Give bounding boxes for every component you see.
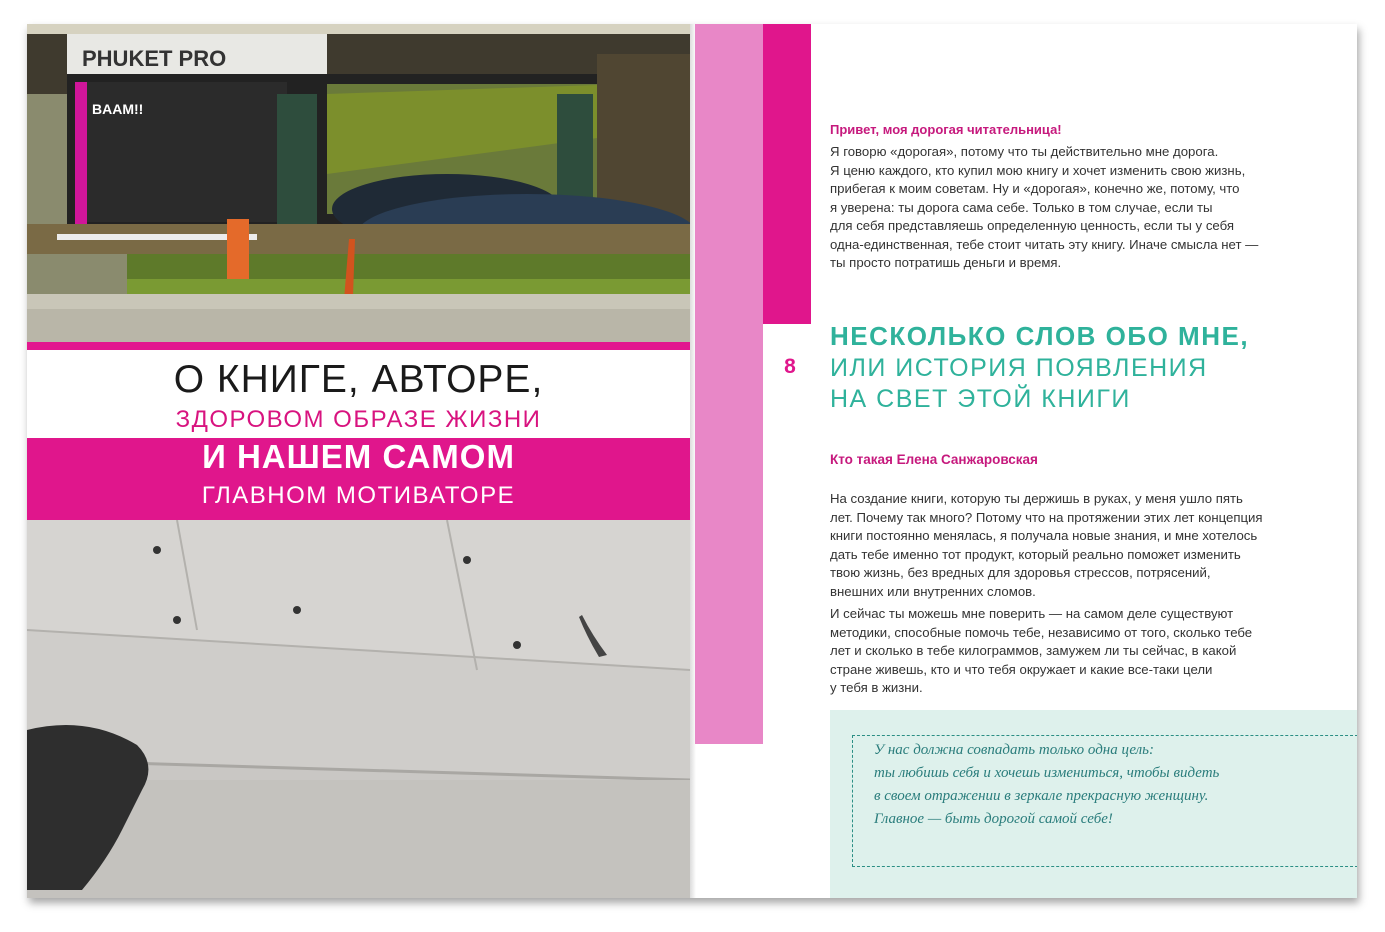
- greeting: Привет, моя дорогая читательница!: [830, 122, 1062, 137]
- para1-line: На создание книги, которую ты держишь в руках, у меня ушло пять: [830, 491, 1243, 506]
- section-heading-line-3: НА СВЕТ ЭТОЙ КНИГИ: [830, 385, 1131, 413]
- intro-line: ты просто потратишь деньги и время.: [830, 255, 1062, 270]
- intro-line: для себя представляешь определенную ценность, если ты у себя: [830, 218, 1235, 233]
- quote-line: Главное — быть дорогой самой себе!: [874, 811, 1113, 827]
- left-page: [27, 24, 690, 898]
- title-line-1: О КНИГЕ, АВТОРЕ,: [173, 358, 544, 401]
- title-line-2: ЗДОРОВОМ ОБРАЗЕ ЖИЗНИ: [175, 406, 542, 433]
- gym-storefront-photo: [27, 24, 690, 346]
- para2-line: И сейчас ты можешь мне поверить — на самом деле существуют: [830, 606, 1234, 621]
- pink-side-strip: [695, 24, 763, 744]
- subheading: Кто такая Елена Санжаровская: [830, 452, 1038, 467]
- para1-line: дать тебе именно тот продукт, который реально поможет изменить: [830, 546, 1241, 562]
- para2-line: у тебя в жизни.: [830, 680, 923, 695]
- quote-line: ты любишь себя и хочешь измениться, чтобы видеть: [874, 765, 1220, 781]
- para1-line: твою жизнь, без вредных для здоровья стрессов, потрясений,: [830, 565, 1211, 580]
- intro-line: прибегая к моим советам. Ну и «дорогая», конечно же, потому, что: [830, 181, 1240, 196]
- sidewalk-photo: [27, 520, 690, 898]
- para2-line: лет и сколько в тебе килограммов, замужем ли ты сейчас, в какой: [830, 643, 1237, 658]
- pink-accent-band: [27, 342, 690, 350]
- quote-line: У нас должна совпадать только одна цель:: [874, 742, 1155, 758]
- intro-line: одна-единственная, тебе стоит читать эту книгу. Иначе смысла нет —: [830, 236, 1259, 252]
- section-heading-line-2: ИЛИ ИСТОРИЯ ПОЯВЛЕНИЯ: [830, 354, 1208, 382]
- para1-line: лет. Почему так много? Потому что на протяжении этих лет концепция: [830, 509, 1263, 525]
- book-spread: [27, 24, 1357, 898]
- magenta-side-strip: [763, 24, 811, 324]
- svg-text:BAAM!!: BAAM!!: [92, 101, 144, 117]
- page-number: 8: [784, 355, 796, 378]
- para2-line: методики, способные помочь тебе, независимо от того, сколько тебе: [830, 624, 1253, 640]
- section-heading: НЕСКОЛЬКО СЛОВ ОБО МНЕ,: [830, 321, 1250, 351]
- para1-line: книги постоянно менялась, я получала новые знания, и мне хотелось: [830, 528, 1258, 543]
- para2-line: стране живешь, кто и что тебя окружает и какие все-таки цели: [830, 661, 1213, 677]
- title-line-3: И НАШЕМ САМОМ: [202, 438, 515, 475]
- intro-line: Я ценю каждого, кто купил мою книгу и хочет изменить свою жизнь,: [830, 162, 1246, 178]
- intro-line: я уверена: ты дорога сама себе. Только в том случае, если ты: [830, 199, 1213, 215]
- para1-line: внешних или внутренних сломов.: [830, 583, 1036, 599]
- title-line-4: ГЛАВНОМ МОТИВАТОРЕ: [201, 482, 516, 509]
- intro-line: Я говорю «дорогая», потому что ты действительно мне дорога.: [830, 144, 1219, 159]
- quote-line: в своем отражении в зеркале прекрасную женщину.: [874, 788, 1209, 804]
- gym-sign-text: PHUKET PRO: [82, 46, 227, 71]
